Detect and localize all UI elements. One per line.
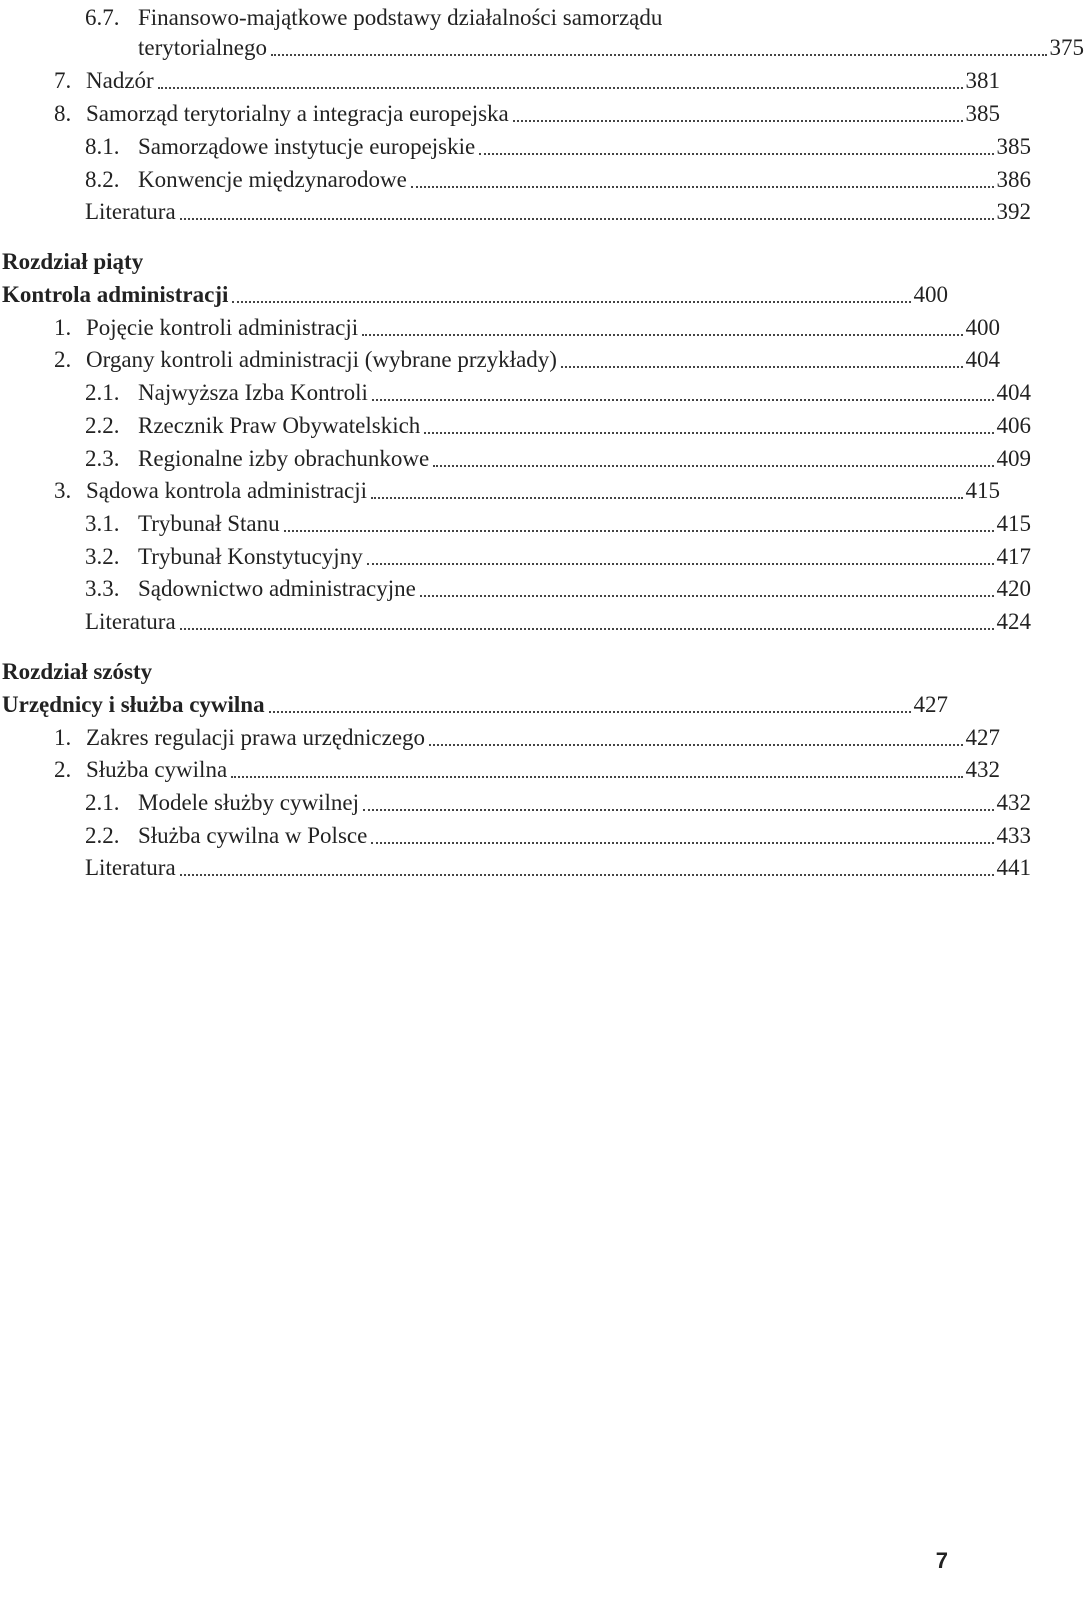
- dot-leader: [429, 744, 962, 746]
- dot-leader: [180, 218, 994, 220]
- entry-title: terytorialnego: [138, 35, 268, 60]
- toc-entry: [0, 473, 1000, 505]
- toc-entry: [0, 785, 1031, 817]
- toc-entry: [0, 752, 1000, 784]
- entry-title: Organy kontroli administracji (wybrane przykłady): [86, 347, 557, 372]
- dot-leader: [479, 153, 993, 155]
- entry-page: 427: [965, 725, 1000, 750]
- entry-number: 6.7.: [85, 5, 120, 30]
- dot-leader: [367, 563, 994, 565]
- dot-leader: [271, 54, 1046, 56]
- chapter-title-entry: [0, 687, 948, 719]
- toc-entry: [0, 194, 1031, 226]
- chapter-title-entry: [0, 277, 948, 309]
- dot-leader: [180, 628, 994, 630]
- entry-page: 386: [996, 167, 1031, 192]
- entry-number: 2.1.: [85, 790, 120, 815]
- entry-page: 404: [996, 380, 1031, 405]
- entry-page: 404: [965, 347, 1000, 372]
- entry-number: 2.2.: [85, 413, 120, 438]
- entry-number: 2.: [54, 347, 72, 372]
- entry-title: Pojęcie kontroli administracji: [86, 315, 359, 340]
- toc-entry: [0, 850, 1031, 882]
- toc-entry: [0, 0, 1031, 32]
- entry-number: 3.2.: [85, 544, 120, 569]
- entry-page: 427: [913, 692, 948, 717]
- entry-number: 2.1.: [85, 380, 120, 405]
- entry-page: 415: [965, 478, 1000, 503]
- entry-number: 3.1.: [85, 511, 120, 536]
- entry-page: 432: [965, 757, 1000, 782]
- entry-page: 424: [996, 609, 1031, 634]
- dot-leader: [371, 842, 993, 844]
- chapter-heading: [0, 654, 948, 686]
- entry-page: 375: [1049, 35, 1084, 60]
- entry-title: Literatura: [85, 609, 176, 634]
- toc-entry: [0, 310, 1000, 342]
- dot-leader: [411, 186, 994, 188]
- dot-leader: [284, 530, 994, 532]
- chapter-label: Rozdział piąty: [2, 249, 144, 274]
- chapter-label: Rozdział szósty: [2, 659, 153, 684]
- entry-title: Finansowo-majątkowe podstawy działalności samorządu: [138, 5, 663, 30]
- toc-entry: [0, 63, 1000, 95]
- entry-title: Regionalne izby obrachunkowe: [138, 446, 430, 471]
- entry-title: Nadzór: [86, 68, 154, 93]
- dot-leader: [561, 366, 963, 368]
- toc-entry: [0, 30, 1084, 62]
- entry-number: 1.: [54, 725, 72, 750]
- dot-leader: [513, 120, 963, 122]
- entry-title: Zakres regulacji prawa urzędniczego: [86, 725, 426, 750]
- entry-title: Samorząd terytorialny a integracja europejska: [86, 101, 509, 126]
- dot-leader: [433, 465, 993, 467]
- toc-entry: [0, 720, 1000, 752]
- entry-title: Trybunał Konstytucyjny: [138, 544, 363, 569]
- entry-number: 2.3.: [85, 446, 120, 471]
- toc-entry: [0, 506, 1031, 538]
- entry-number: 2.2.: [85, 823, 120, 848]
- entry-number: 7.: [54, 68, 72, 93]
- toc-entry: [0, 375, 1031, 407]
- toc-entry: [0, 539, 1031, 571]
- entry-page: 420: [996, 576, 1031, 601]
- toc-entry: [0, 604, 1031, 636]
- dot-leader: [158, 87, 963, 89]
- entry-page: 406: [996, 413, 1031, 438]
- toc-entry: [0, 129, 1031, 161]
- entry-page: 415: [996, 511, 1031, 536]
- entry-number: 8.2.: [85, 167, 120, 192]
- entry-number: 8.1.: [85, 134, 120, 159]
- dot-leader: [231, 776, 962, 778]
- toc-entry: [0, 441, 1031, 473]
- entry-title: Konwencje międzynarodowe: [138, 167, 407, 192]
- page-number: 7: [935, 1548, 948, 1573]
- entry-page: 409: [996, 446, 1031, 471]
- entry-title: Literatura: [85, 855, 176, 880]
- chapter-heading: [0, 244, 948, 276]
- entry-title: Trybunał Stanu: [138, 511, 280, 536]
- dot-leader: [363, 809, 993, 811]
- toc-entry: [0, 408, 1031, 440]
- entry-number: 3.3.: [85, 576, 120, 601]
- dot-leader: [371, 497, 962, 499]
- dot-leader: [180, 874, 994, 876]
- entry-page: 392: [996, 199, 1031, 224]
- entry-page: 381: [965, 68, 1000, 93]
- dot-leader: [420, 595, 994, 597]
- entry-title: Sądowa kontrola administracji: [86, 478, 368, 503]
- entry-page: 385: [996, 134, 1031, 159]
- toc-entry: [0, 96, 1000, 128]
- entry-title: Samorządowe instytucje europejskie: [138, 134, 476, 159]
- entry-title: Sądownictwo administracyjne: [138, 576, 416, 601]
- entry-title: Służba cywilna w Polsce: [138, 823, 368, 848]
- entry-page: 441: [996, 855, 1031, 880]
- entry-title: Służba cywilna: [86, 757, 228, 782]
- entry-number: 1.: [54, 315, 72, 340]
- entry-page: 400: [913, 282, 948, 307]
- entry-page: 417: [996, 544, 1031, 569]
- entry-title: Literatura: [85, 199, 176, 224]
- entry-number: 3.: [54, 478, 72, 503]
- dot-leader: [232, 301, 910, 303]
- entry-page: 400: [965, 315, 1000, 340]
- chapter-title: Urzędnicy i służba cywilna: [2, 692, 265, 717]
- entry-title: Rzecznik Praw Obywatelskich: [138, 413, 421, 438]
- entry-page: 385: [965, 101, 1000, 126]
- toc-entry: [0, 818, 1031, 850]
- entry-title: Najwyższa Izba Kontroli: [138, 380, 368, 405]
- entry-number: 2.: [54, 757, 72, 782]
- toc-entry: [0, 162, 1031, 194]
- entry-number: 8.: [54, 101, 72, 126]
- toc-entry: [0, 342, 1000, 374]
- dot-leader: [269, 711, 911, 713]
- chapter-title: Kontrola administracji: [2, 282, 229, 307]
- entry-title: Modele służby cywilnej: [138, 790, 360, 815]
- toc-entry: [0, 571, 1031, 603]
- dot-leader: [372, 399, 994, 401]
- dot-leader: [362, 334, 962, 336]
- dot-leader: [424, 432, 993, 434]
- entry-page: 432: [996, 790, 1031, 815]
- entry-page: 433: [996, 823, 1031, 848]
